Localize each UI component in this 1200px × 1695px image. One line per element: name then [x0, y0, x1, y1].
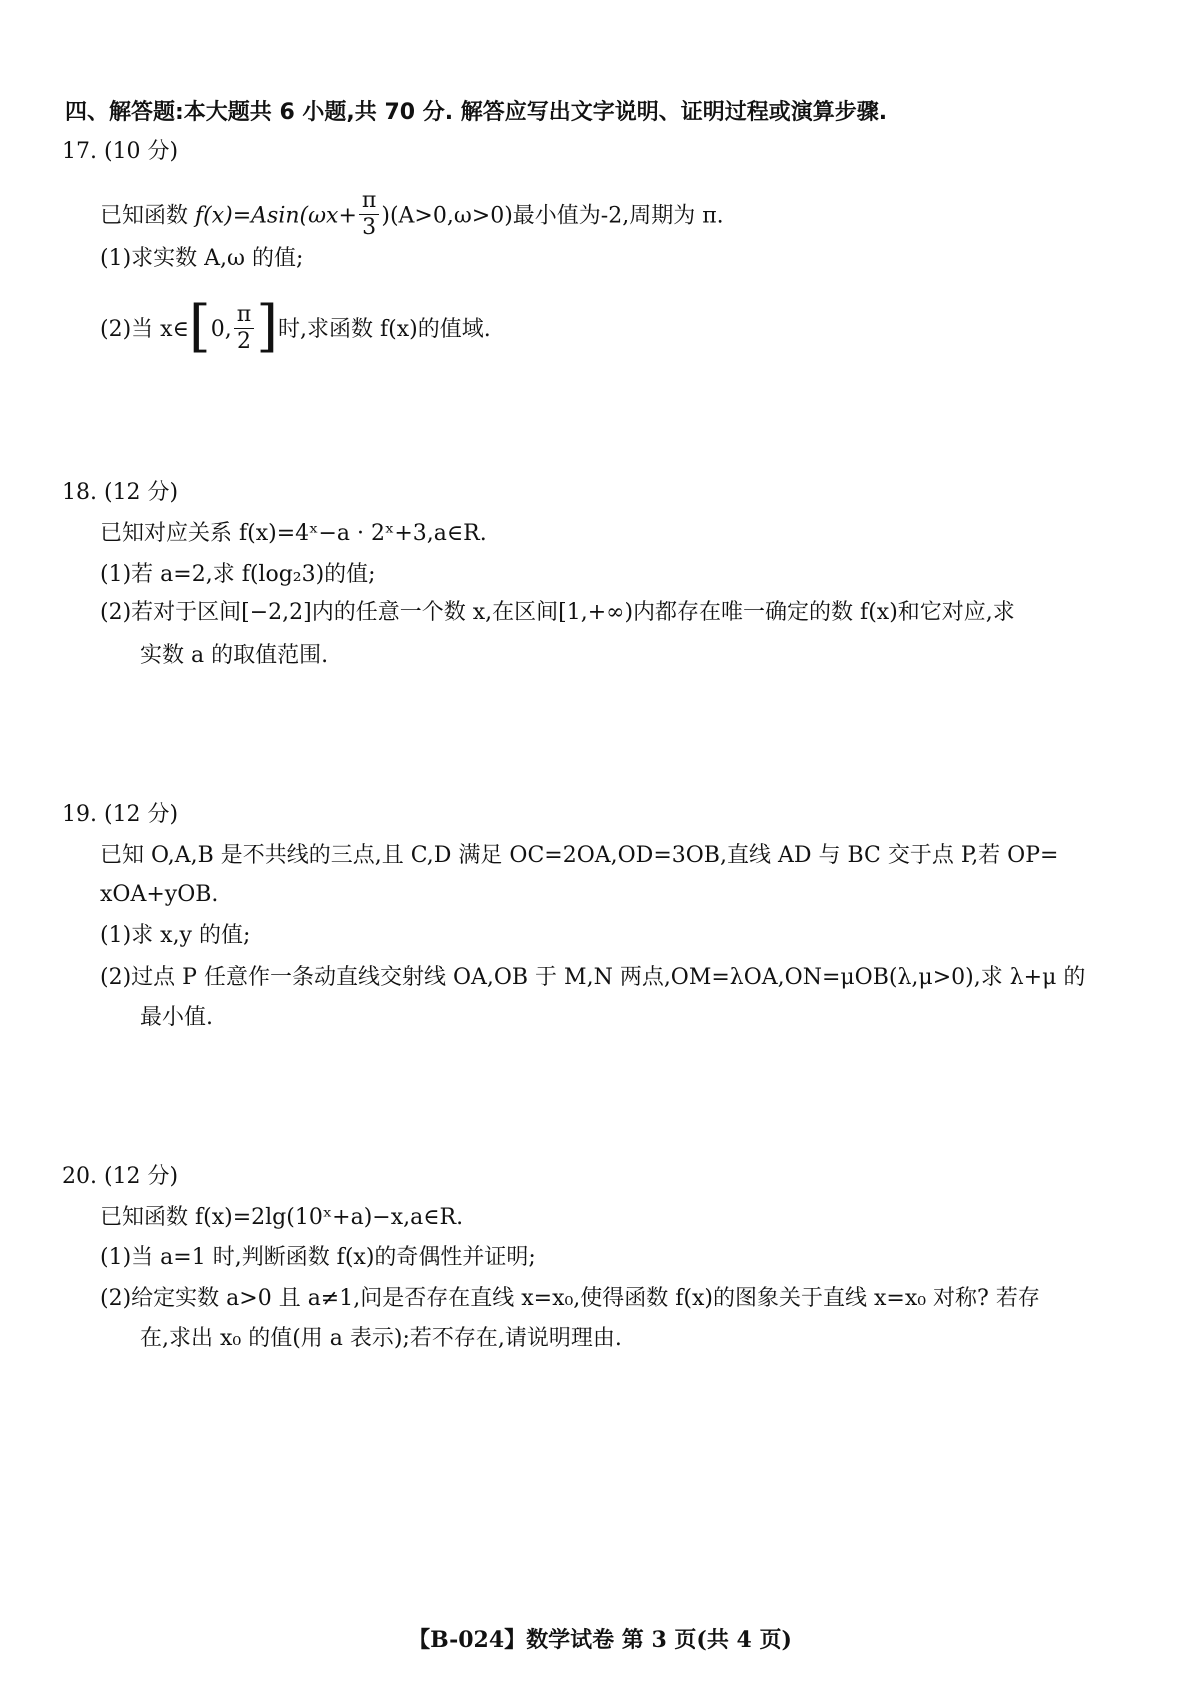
question-20-stem: 已知函数 f(x)=2lg(10ˣ+a)−x,a∈R.	[100, 1205, 464, 1230]
q17-frac-num: π	[359, 188, 379, 215]
question-17-stem	[100, 190, 724, 243]
q17-p2-fraction	[234, 302, 254, 355]
question-18-part-2-line-1: (2)若对于区间[−2,2]内的任意一个数 x,在区间[1,+∞)内都存在唯一确定的数 f(x)和它对应,求	[100, 600, 1015, 625]
question-18-number: 18. (12 分)	[62, 480, 179, 505]
q17-stem-prefix: 已知函数	[100, 203, 195, 229]
question-19-number: 19. (12 分)	[62, 802, 179, 827]
question-19-part-2-line-1: (2)过点 P 任意作一条动直线交射线 OA,OB 于 M,N 两点,OM=λOA,ON=μOB(λ,μ>0),求 λ+μ 的	[100, 965, 1086, 990]
q17-stem-suffix: )(A>0,ω>0)最小值为-2,周期为 π.	[381, 203, 724, 229]
question-19-part-2-line-2: 最小值.	[140, 1005, 213, 1030]
question-20-part-2-line-2: 在,求出 x₀ 的值(用 a 表示);若不存在,请说明理由.	[140, 1326, 622, 1351]
question-18-stem: 已知对应关系 f(x)=4ˣ−a · 2ˣ+3,a∈R.	[100, 521, 487, 546]
question-20-number: 20. (12 分)	[62, 1164, 179, 1189]
question-19-stem-line-2: xOA+yOB.	[100, 882, 219, 907]
right-bracket-icon: ]	[256, 294, 279, 359]
q17-p2-prefix: (2)当 x∈	[100, 317, 189, 342]
question-20-part-1: (1)当 a=1 时,判断函数 f(x)的奇偶性并证明;	[100, 1245, 536, 1270]
q17-p2-interval-left: 0,	[210, 317, 232, 342]
question-20-part-2-line-1: (2)给定实数 a>0 且 a≠1,问是否存在直线 x=x₀,使得函数 f(x)的图象关于直线 x=x₀ 对称? 若存	[100, 1286, 1040, 1311]
q17-p2-frac-num: π	[234, 302, 254, 329]
question-18-part-1: (1)若 a=2,求 f(log₂3)的值;	[100, 562, 376, 587]
question-19-part-1: (1)求 x,y 的值;	[100, 923, 251, 948]
question-18-part-2-line-2: 实数 a 的取值范围.	[140, 643, 329, 668]
question-17-part-2	[100, 294, 491, 360]
question-17-part-1: (1)求实数 A,ω 的值;	[100, 246, 304, 271]
question-17-number: 17. (10 分)	[62, 139, 179, 164]
section-header: 四、解答题:本大题共 6 小题,共 70 分. 解答应写出文字说明、证明过程或演算步骤.	[65, 100, 888, 125]
q17-frac-den: 3	[362, 215, 377, 240]
question-19-stem-line-1: 已知 O,A,B 是不共线的三点,且 C,D 满足 OC=2OA,OD=3OB,直线 AD 与 BC 交于点 P,若 OP=	[100, 843, 1059, 868]
q17-p2-frac-den: 2	[236, 328, 251, 354]
q17-p2-suffix: 时,求函数 f(x)的值域.	[278, 317, 491, 342]
q17-fraction	[359, 188, 379, 241]
page-footer: 【B-024】数学试卷 第 3 页(共 4 页)	[408, 1627, 792, 1653]
left-bracket-icon: [	[188, 294, 211, 359]
q17-stem-func: f(x)=Asin(ωx+	[195, 203, 357, 229]
